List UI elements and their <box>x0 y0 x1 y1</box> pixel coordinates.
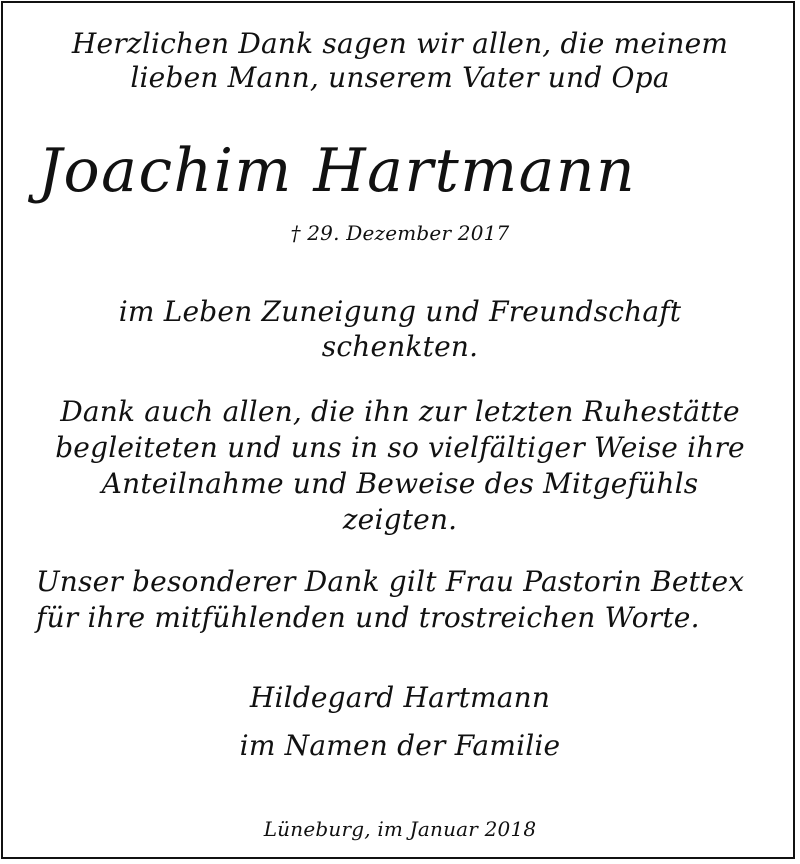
place-date: Lüneburg, im Januar 2018 <box>263 817 537 841</box>
paragraph2-line-1: Dank auch allen, die ihn zur letzten Ruhestätte <box>60 395 740 428</box>
paragraph3-line-2: für ihre mitfühlenden und trostreichen Worte. <box>36 601 700 634</box>
intro-line-1: Herzlichen Dank sagen wir allen, die meinem <box>71 27 729 60</box>
deceased-name: Joachim Hartmann <box>38 136 637 206</box>
paragraph2-line-3: Anteilnahme und Beweise des Mitgefühls <box>101 467 699 500</box>
death-date: † 29. Dezember 2017 <box>290 221 510 245</box>
signature-subtitle: im Namen der Familie <box>239 729 561 762</box>
signature-name: Hildegard Hartmann <box>249 681 551 714</box>
paragraph2-line-4: zeigten. <box>342 503 458 536</box>
paragraph2-line-2: begleiteten und uns in so vielfältiger Weise ihre <box>55 431 745 464</box>
paragraph1-line-2: schenkten. <box>321 330 479 363</box>
paragraph1-line-1: im Leben Zuneigung und Freundschaft <box>118 295 682 328</box>
intro-line-2: lieben Mann, unserem Vater und Opa <box>130 61 670 94</box>
paragraph3-line-1: Unser besonderer Dank gilt Frau Pastorin Bettex <box>36 565 745 598</box>
